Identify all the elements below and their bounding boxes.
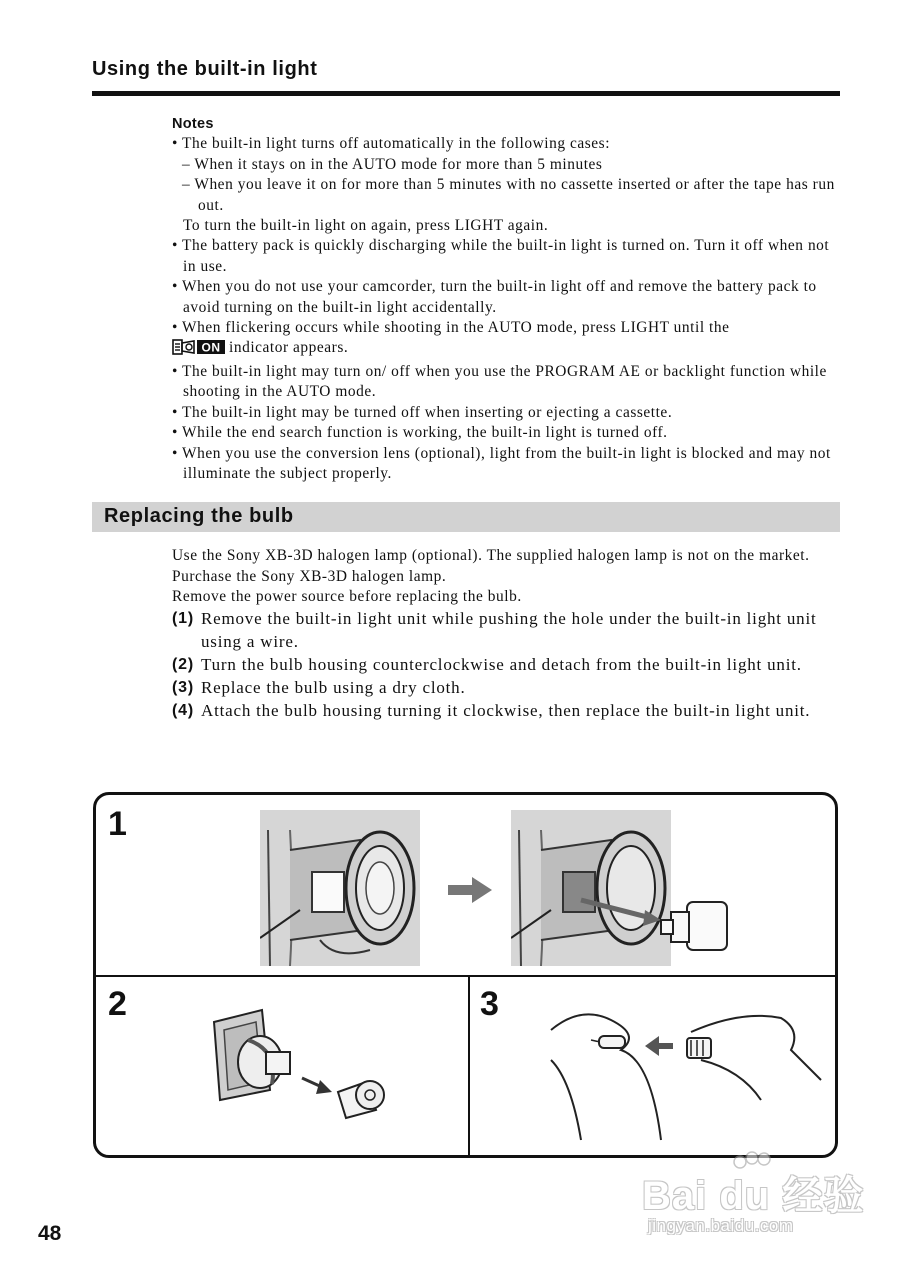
note-item: • When you use the conversion lens (optional), light from the built-in light is blocked and may not illuminate the subject properly. <box>172 444 831 482</box>
note-item: • The built-in light turns off automatically in the following cases: <box>172 135 611 153</box>
bulb-housing-illustration <box>206 1000 406 1150</box>
note-item: • The battery pack is quickly discharging while the built-in light is turned on. Turn it off when not in use. <box>172 237 830 275</box>
note-item: • The built-in light may turn on/ off when you use the PROGRAM AE or backlight function while shooting in the AUTO mode. <box>172 362 827 401</box>
step-item <box>172 676 832 699</box>
step-text: Attach the bulb housing turning it clockwise, then replace the built-in light unit. <box>201 701 811 720</box>
note-item-text: indicator appears. <box>229 339 349 357</box>
section-header-bar <box>92 502 840 532</box>
note-item <box>172 318 844 362</box>
panel-number: 3 <box>480 985 499 1023</box>
note-subitem: – When you leave it on for more than 5 minutes with no cassette inserted or after the tape has run out. <box>182 176 835 214</box>
camcorder-illustration <box>260 810 420 966</box>
intro-text: Remove the power source before replacing the bulb. <box>172 588 522 605</box>
notes-heading: Notes <box>172 116 214 132</box>
watermark <box>640 1150 880 1250</box>
panel-number: 1 <box>108 805 127 843</box>
step-text: Remove the built-in light unit while pushing the hole under the built-in light unit using a wire. <box>201 609 817 651</box>
step-item <box>172 653 832 676</box>
title-rule <box>92 91 840 96</box>
step-number: (2) <box>172 656 194 673</box>
figure-divider <box>468 976 470 1155</box>
step-text: Turn the bulb housing counterclockwise and detach from the built-in light unit. <box>201 655 802 674</box>
figure-divider <box>96 975 835 977</box>
watermark-brand: Bai du 经验 <box>642 1174 865 1218</box>
page-number: 48 <box>38 1222 62 1245</box>
watermark-url: jingyan.baidu.com <box>648 1216 794 1235</box>
step-number: (1) <box>172 610 194 627</box>
step-item <box>172 607 832 653</box>
note-item: • The built-in light may be turned off when inserting or ejecting a cassette. <box>172 403 673 421</box>
step-number: (4) <box>172 702 194 719</box>
note-item-text: • When flickering occurs while shooting in the AUTO mode, press LIGHT until the <box>172 319 730 337</box>
step-item <box>172 699 832 722</box>
panel-number: 2 <box>108 985 127 1023</box>
page-title: Using the built-in light <box>92 58 318 80</box>
step-text: Replace the bulb using a dry cloth. <box>201 678 466 697</box>
note-item: • While the end search function is working, the built-in light is turned off. <box>172 424 668 442</box>
notes-block <box>172 114 844 484</box>
intro-text: Use the Sony XB-3D halogen lamp (optional). The supplied halogen lamp is not on the market. Purchase the Sony XB-3D halogen lamp. <box>172 547 810 585</box>
step-number: (3) <box>172 679 194 696</box>
arrow-right-icon <box>446 875 494 905</box>
steps-list <box>172 607 832 722</box>
hands-replacing-bulb-illustration <box>541 1000 831 1150</box>
illustration-figure <box>93 792 838 1158</box>
indicator-label: ON <box>201 340 221 355</box>
note-text: To turn the built-in light on again, press LIGHT again. <box>183 217 549 235</box>
light-on-indicator-icon <box>183 339 226 361</box>
section-title: Replacing the bulb <box>104 505 294 527</box>
camcorder-light-removed-illustration <box>511 810 741 966</box>
section-intro <box>172 546 842 608</box>
note-subitem: – When it stays on in the AUTO mode for more than 5 minutes <box>182 155 603 173</box>
note-item: • When you do not use your camcorder, turn the built-in light off and remove the battery pack to avoid turning on the built-in light accidentally. <box>172 278 817 316</box>
